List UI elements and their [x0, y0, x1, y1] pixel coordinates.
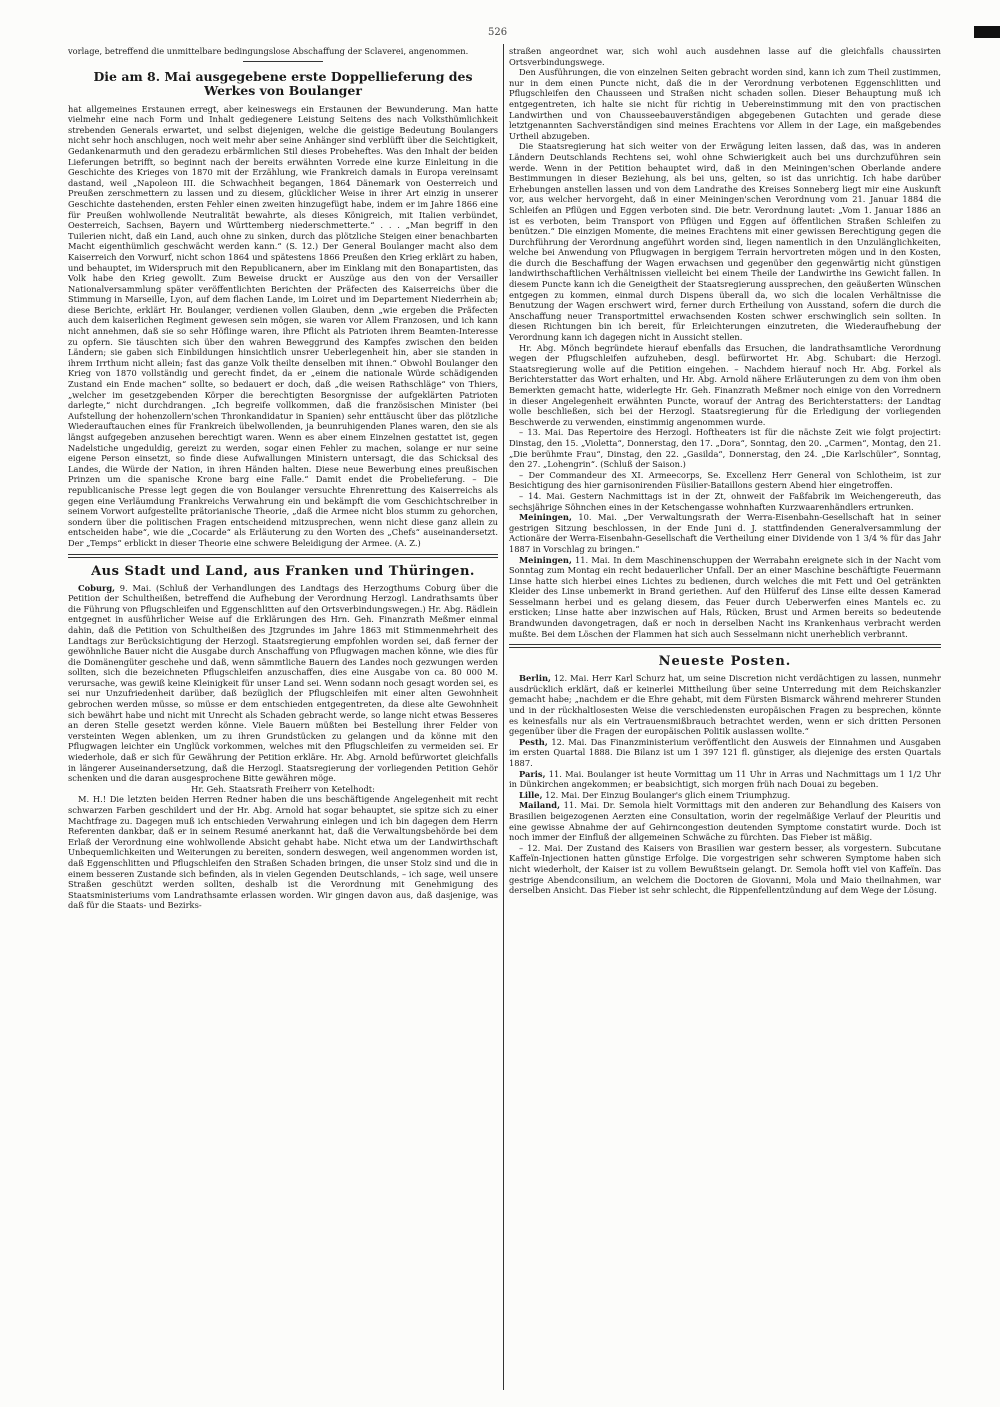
- military-notice: – Der Commandeur des XI. Armeecorps, Se. Excellenz Herr General von Schlotheim, ist zur Besichtigung des hier garnisonirenden Füsilier-Bataillons gestern Abend hier eingetroffen.: [509, 469, 941, 491]
- separator-rule: [243, 61, 323, 62]
- theater-notice: – 13. Mai. Das Repertoire des Herzogl. Hoftheaters ist für die nächste Zeit wie folgt projectirt: Dinstag, den 15. „Violetta“, Donnerstag, den 17. „Dora“, Sonntag, den 20. „Carmen“, Montag, den 21. „Die berühmte Frau“, Dinstag, den 22. „Gasilda“, Donnerstag, den 24. „Die Karlschüler“, Sonntag, den 27. „Lohengrin“. (Schluß der Saison.): [509, 427, 941, 470]
- pesth-text: 12. Mai. Das Finanzministerium veröffentlicht den Ausweis der Einnahmen und Ausgaben im ersten Quartal 1888. Die Bilanz ist um 1 397 121 fl. günstiger, als diejenige des ersten Quartals 1887.: [509, 736, 941, 768]
- dateline-berlin: Berlin,: [519, 673, 551, 684]
- mailand-text: 11. Mai. Dr. Semola hielt Vormittags mit den anderen zur Behandlung des Kaisers von Brasilien beigezogenen Aerzten eine Consultation, worin der regelmäßige Verlauf der Pleuritis und eine gewisse Abnahme der auf Gehirncongestion deutenden Symptome constatirt wurde. Doch ist noch immer der Einfluß der allgemeinen Schwäche zu fürchten. Das Fieber ist mäßig.: [509, 800, 941, 843]
- paragraph: Die Staatsregierung hat sich weiter von der Erwägung leiten lassen, daß das, was in anderen Ländern Deutschlands Rechtens sei, wohl ohne Schwierigkeit auch bei uns durchzuführen sein werde. Wenn in der Petition behauptet wird, daß in den Meiningen'schen Oberlande andere Bestimmungen in dieser Beziehung, als bei uns, gelten, so ist das unrichtig. Ich habe darüber Erhebungen anstellen lassen und von dem Landrathe des Kreises Sonneberg liegt mir eine Auskunft vor, aus welcher hervorgeht, daß in einer Meiningen'schen Verordnung vom 21. Januar 1884 die Schleifen an Pflügen und Eggen verboten sind. Die betr. Verordnung lautet: „Vom 1. Januar 1886 an ist es verboten, beim Transport von Pflügen und Eggen auf öffentlichen Straßen Schleifen zu benützen.“ Die einzigen Momente, die meines Erachtens mit einer gewissen Berechtigung gegen die Durchführung der Verordnung angeführt worden sind, liegen namentlich in den Unzulänglichkeiten, welche bei Anwendung von Pflugwagen in bergigem Terrain hervortreten mögen und in den Kosten, die durch die Beschaffung der Wagen erwachsen und gegenüber den gegenwärtig nicht günstigen landwirthschaftlichen Verhältnissen vielleicht bei einem Theile der Landwirthe ins Gewicht fallen. In diesem Puncte kann ich die Geneigtheit der Staatsregierung aussprechen, den geäußerten Wünschen entgegen zu kommen, einmal durch Dispens überall da, wo sich die localen Verhältnisse die Benutzung der Wagen erschwert wird, ferner durch Ertheilung von Ausstand, sofern die durch die Anschaffung neuer Transportmittel erwachsenden Kosten schwer erschwinglich sein sollten. In diesen Richtungen bin ich bereit, für Erleichterungen einzutreten, die Wiederaufhebung der Verordnung kann ich dagegen nicht in Aussicht stellen.: [509, 141, 941, 343]
- meiningen-article: [509, 512, 941, 554]
- mailand-news: [509, 800, 941, 842]
- section-rule: [68, 554, 498, 558]
- berlin-text: 12. Mai. Herr Karl Schurz hat, um seine Discretion nicht verdächtigen zu lassen, nunmehr ausdrücklich erklärt, daß er keinerlei Mittheilung über seine Unterredung mit dem Reichskanzler gemacht habe; „nachdem er die Ehre gehabt, mit dem Fürsten Bismarck während mehrerer Stunden und in der rückhaltlosesten Weise die verschiedensten europäischen Fragen zu besprechen, könnte es keinesfalls nur als ein Vertrauensmißbrauch betrachtet werden, wenn er sich dritten Personen gegenüber über die Fragen der europäischen Politik auslassen wollte.“: [509, 673, 941, 737]
- berlin-news: [509, 673, 941, 737]
- dateline-coburg: Coburg,: [78, 582, 116, 593]
- section-heading: Aus Stadt und Land, aus Franken und Thüringen.: [91, 563, 475, 579]
- lille-text: 12. Mai. Der Einzug Boulanger's glich einem Triumphzug.: [542, 789, 791, 800]
- paris-text: 11. Mai. Boulanger ist heute Vormittag um 11 Uhr in Arras und Nachmittags um 1 1/2 Uhr in Dünkirchen angekommen; er beabsichtigt, sich morgen früh nach Douai zu begeben.: [509, 768, 941, 790]
- paris-news: [509, 769, 941, 790]
- dateline-meiningen: Meiningen,: [519, 512, 572, 523]
- right-column: [509, 46, 941, 896]
- pesth-news: [509, 737, 941, 769]
- dateline-paris: Paris,: [519, 768, 546, 779]
- mailand-news-2: – 12. Mai. Der Zustand des Kaisers von Brasilien war gestern besser, als vorgestern. Subcutane Kaffeïn-Injectionen hatten günstige Erfolge. Die vorgestrigen sehr schweren Symptome haben sich nicht wiederholt, der Kaiser ist zu vollem Bewußtsein gelangt. Dr. Semola hofft viel von Kaffeïn. Das gestrige Abendconsilium, an welchem die Doctoren de Giovanni, Mola und Maio theilnahmen, war derselben Ansicht. Das Fieber ist sehr schlecht, die Rippenfellentzündung auf dem Wege der Lösung.: [509, 842, 941, 896]
- meiningen-article-2: [509, 555, 941, 640]
- dateline-mailand: Mailand,: [519, 800, 560, 811]
- section-rule: [509, 644, 941, 648]
- lille-news: [509, 790, 941, 801]
- column-divider: [503, 44, 504, 1390]
- page-edge-marker: [974, 26, 1000, 38]
- coburg-text: 9. Mai. (Schluß der Verhandlungen des Landtags des Herzogthums Coburg über die Petition der Schultheißen, betreffend die Aufhebung der Verordnung Herzogl. Landrathsamts über die Führung von Pflugschleifen und Eggenschlitten auf den Ortsverbindungswegen.) Hr. Abg. Rädlein entgegnet in ausführlicher Weise auf die Erklärungen des Hrn. Geh. Finanzrath Meßmer einmal dahin, daß die Petition von Schultheißen des Jtzgrundes im Jahre 1863 mit Stimmenmehrheit des Landtags zur Berücksichtigung der Herzogl. Staatsregierung empfohlen worden sei, daß ferner der gewöhnliche Bauer nicht die Ausgabe durch Anschaffung von Pflugwagen machen könne, wie dies für die Domänengüter geschehe und daß, wenn sämmtliche Bauern des Landes noch gezwungen werden sollten, sich die bezeichneten Pflugschleifen anzuschaffen, dies eine Ausgabe von ca. 80 000 M. verursache, was gewiß keine Kleinigkeit für unser Land sei. Wenn sodann noch gesagt worden sei, es sei nur Unzufriedenheit darüber, daß bezüglich der Pflugschleifen mit einer alten Gewohnheit gebrochen werden müsse, so müsse er dem entschieden entgegentreten, da diese alte Gewohnheit sich bewährt habe und nicht mit Unrecht als Schaden gebracht werde, so lange nicht etwas Besseres an deren Stelle gesetzt werden könne. Viele Bauern müßten bei Bestellung ihrer Felder von versteinten Wegen ablenken, um zu ihren Grundstücken zu gelangen und da könne mit den Pflugwagen leichter ein Unglück vorkommen, welches mit den Pflugschleifen zu vermeiden sei. Er wiederhole, daß er sich für Gewährung der Petition erkläre. Hr. Abg. Arnold befürwortet gleichfalls in längerer Auseinandersetzung, daß die Herzogl. Staatsregierung der vorliegenden Petition Gehör schenken und die daran ausgesprochene Bitte gewähren möge.: [68, 582, 498, 784]
- dateline-lille: Lille,: [519, 789, 543, 800]
- speaker-line: Hr. Geh. Staatsrath Freiherr von Ketelhodt:: [191, 783, 375, 794]
- boulanger-heading: Die am 8. Mai ausgegebene erste Doppellieferung des Werkes von Boulanger: [93, 68, 473, 98]
- boulanger-article: hat allgemeines Erstaunen erregt, aber keineswegs ein Erstaunen der Bewunderung. Man hatte vielmehr eine nach Form und Inhalt gediegenere Leistung Seitens des nach Volksthümlichkeit strebenden Generals erwartet, und selbst diejenigen, welche die geistige Bedeutung Boulangers nicht sehr hoch anschlugen, noch weit mehr aber seine Anhänger sind verblüfft über die Seichtigkeit, Gedankenarmuth und den geradezu erbärmlichen Stil dieses Probeheftes. Was den Inhalt der beiden Lieferungen betrifft, so beginnt nach der bereits erwähnten Vorrede eine kurze Einleitung in die Geschichte des Krieges von 1870 mit der Erzählung, wie Frankreich damals in Europa vereinsamt dastand, weil „Napoleon III. die Schwachheit begangen, 1864 Dänemark von Oesterreich und Preußen zerschmettern zu lassen und zu diesem, glücklicher Weise in ihrer Art einzig in unserer Geschichte dastehenden, ersten Fehler einen zweiten hinzugefügt habe, indem er im Jahre 1866 eine für Preußen wohlwollende Neutralität bewahrte, als dieses Königreich, mit Italien verbündet, Oesterreich, Sachsen, Bayern und Württemberg niederschmetterte.“ . . . „Man begriff in den Tuilerien nicht, daß ein Land, auch ohne zu sinken, durch das plötzliche Steigen einer benachbarten Macht eigenthümlich geschwächt werden kann.“ (S. 12.) Der General Boulanger macht also dem Kaiserreich den Vorwurf, nicht schon 1864 und spätestens 1866 Preußen den Krieg erklärt zu haben, und behauptet, im Widerspruch mit den Republicanern, aber im Einklang mit den Bonapartisten, das Volk habe den Krieg gewollt. Zum Beweise druckt er Auszüge aus den von der Versailler Nationalversammlung später veröffentlichten Berichten der Präfecten des Kaiserreichs über die Stimmung in Marseille, Lyon, auf dem flachen Lande, im Loiret und im Departement Niederrhein ab; diese Berichte, erklärt Hr. Boulanger, verdienen vollen Glauben, denn „wie ergeben die Präfecten auch dem kaiserlichen Regiment gewesen sein mögen, sie waren vor Allem Franzosen, und ich kann nicht annehmen, daß sie so sehr Höflinge waren, ihre Pflicht als Patrioten ihrem Beamten-Interesse zu opfern. Sie täuschten sich über den wahren Beweggrund des Kampfes zwischen den beiden Ländern; sie gaben sich Einbildungen hinsichtlich unsrer Ueberlegenheit hin, aber sie standen in ihrem Irrthum nicht allein; fast das ganze Volk theilte denselben mit ihnen.“ Obwohl Boulanger den Krieg von 1870 vollständig und gerecht findet, da er „einem die nationale Würde schädigenden Zustand ein Ende machen“ sollte, so bedauert er doch, daß „die weisen Rathschläge“ von Thiers, „welcher im gesetzgebenden Körper die berechtigten Besorgnisse der aufgeklärten Patrioten darlegte,“ nicht durchdrangen. „Ich begreife vollkommen, daß die französischen Minister (bei Aufstellung der hohenzollern'schen Thronkandidatur in Spanien) sehr enttäuscht über das plötzliche Wiederauftauchen eines für Frankreich übelwollenden, ja beunruhigenden Planes waren, den sie als längst aufgegeben anzusehen berechtigt waren. Wenn es aber einem Einzelnen gestattet ist, gegen Nadelstiche ungeduldig, gereizt zu werden, sogar einen Fehler zu machen, solange er nur seine eigene Person einsetzt, so finde diese Aufwallungen Ministern untersagt, die das Schicksal des Landes, die Würde der Nation, in ihren Händen halten. Diese neue Bewerbung eines preußischen Prinzen um die spanische Krone barg eine Falle.“ Damit endet die Probelieferung. – Die republicanische Presse legt gegen die von Boulanger versuchte Ehrenrettung des Kaiserreichs als gegen eine Verläumdung Frankreichs Verwahrung ein und bekämpft die vom Geschichtschreiber in seinem Vorwort aufgestellte prätorianische Theorie, „daß die Armee nicht blos stumm zu gehorchen, sondern über die politischen Fragen entscheidend mitzusprechen, wenn nicht diese ganz allein zu entscheiden habe“, wie die „Cocarde“ als Erläuterung zu den Worten des „Chefs“ auseinandersetzt. Der „Temps“ erblickt in dieser Theorie eine schwere Beleidigung der Armee. (A. Z.): [68, 103, 498, 548]
- meiningen-text: 11. Mai. In dem Maschinenschuppen der Werrabahn ereignete sich in der Nacht vom Sonntag zum Montag ein recht bedauerlicher Unfall. Der an einer Maschine beschäftigte Feuermann Linse hatte sich hierbei eines Lichtes zu bedienen, durch welches die mit Fett und Oel getränkten Kleider des Linse unbemerkt in Brand geriethen. Auf den Hülferuf des Linse eilte dessen Kamerad Sesselmann herbei und es gelang diesem, das Feuer durch Ueberwerfen eines Mantels ec. zu ersticken; Linse hatte aber inzwischen auf Hals, Rücken, Brust und Armen bereits so bedeutende Brandwunden davongetragen, daß er noch in derselben Nacht ins Krankenhaus verbracht werden mußte. Bei dem Löschen der Flammen hat sich auch Sesselmann nicht unerheblich verbrannt.: [509, 554, 941, 639]
- continued-text: straßen angeordnet war, sich wohl auch ausdehnen lasse auf die gleichfalls chaussirten Ortsverbindungswege.: [509, 46, 941, 67]
- dateline-pesth: Pesth,: [519, 736, 548, 747]
- left-column: [68, 46, 498, 911]
- lead-paragraph: vorlage, betreffend die unmittelbare bedingungslose Abschaffung der Sclaverei, angenommen.: [68, 46, 469, 56]
- page-number: 526: [488, 27, 508, 38]
- accident-notice: – 14. Mai. Gestern Nachmittags ist in der Zt, ohnweit der Faßfabrik im Weichengereuth, das sechsjährige Söhnchen eines in der Ketschengasse wohnhaften Kurzwaarenhändlers ertrunken.: [509, 490, 941, 512]
- dateline-meiningen: Meiningen,: [519, 554, 572, 565]
- ketelhodt-speech: M. H.! Die letzten beiden Herren Redner haben die uns beschäftigende Angelegenheit mit recht schwarzen Farben geschildert und der Hr. Abg. Arnold hat sogar behauptet, sie spitze sich zu einer Machtfrage zu. Dagegen muß ich entschieden Verwahrung einlegen und ich bin dagegen dem Herrn Referenten dankbar, daß er in seinem Resumé anerkannt hat, daß die Verwaltungsbehörde bei dem Erlaß der Verordnung eine wohlwollende Absicht gehabt habe. Nicht etwa um der Landwirthschaft Unbequemlichkeiten und Weiterungen zu bereiten, sondern deswegen, weil angenommen worden ist, daß Eggenschlitten und Pflugschleifen den Straßen Schaden bringen, die unser Stolz sind und die in einem besseren Zustande sich befinden, als in vielen Gegenden Deutschlands, – ich sage, weil unsere Straßen geschützt werden sollten, deshalb ist die Verordnung mit Genehmigung des Staatsministeriums vom Landrathsamte erlassen worden. Wir gingen davon aus, daß dasjenige, was daß für die Staats- und Bezirks-: [68, 794, 498, 911]
- paragraph: Hr. Abg. Mönch begründete hierauf ebenfalls das Ersuchen, die landrathsamtliche Verordnung wegen der Pflugschleifen aufzuheben, desgl. befürwortet Hr. Abg. Schubart: die Herzogl. Staatsregierung wolle auf die Petition eingehen. – Nachdem hierauf noch Hr. Abg. Forkel als Berichterstatter das Wort erhalten, und Hr. Abg. Arnold nähere Erläuterungen zu dem von ihm oben Bemerkten gemacht hatte, widerlegte Hr. Geh. Finanzrath Meßmer noch einige von den Vorrednern in dieser Angelegenheit erwähnten Puncte, worauf der Antrag des Berichterstatters: der Landtag wolle beschließen, sich bei der Herzogl. Staatsregierung für die Erledigung der vorliegenden Beschwerde zu verwenden, einstimmig angenommen wurde.: [509, 342, 941, 427]
- paragraph: Den Ausführungen, die von einzelnen Seiten gebracht worden sind, kann ich zum Theil zustimmen, nur in dem einen Puncte nicht, daß die in der Verordnung verbotenen Eggenschlitten und Pflugschleifen den Chausseen und Straßen nicht schaden sollen. Dieser Behauptung muß ich entgegentreten, ich halte sie nicht für richtig in Uebereinstimmung mit den von practischen Landwirthen und von Chausseebauverständigen abgegebenen Gutachten und gerade diese letztgenannten Sachverständigen sind meines Erachtens vor Allem in der Lage, ein maßgebendes Urtheil abzugeben.: [509, 67, 941, 141]
- news-heading: Neueste Posten.: [658, 654, 792, 670]
- coburg-article: [68, 583, 498, 784]
- meiningen-text: 10. Mai. „Der Verwaltungsrath der Werra-Eisenbahn-Gesellschaft hat in seiner gestrigen Sitzung beschlossen, in der Ende Juni d. J. stattfindenden Generalversammlung der Actionäre der Werra-Eisenbahn-Gesellschaft die Vertheilung einer Dividende von 1 3/4 % für das Jahr 1887 in Vorschlag zu bringen.“: [509, 512, 941, 554]
